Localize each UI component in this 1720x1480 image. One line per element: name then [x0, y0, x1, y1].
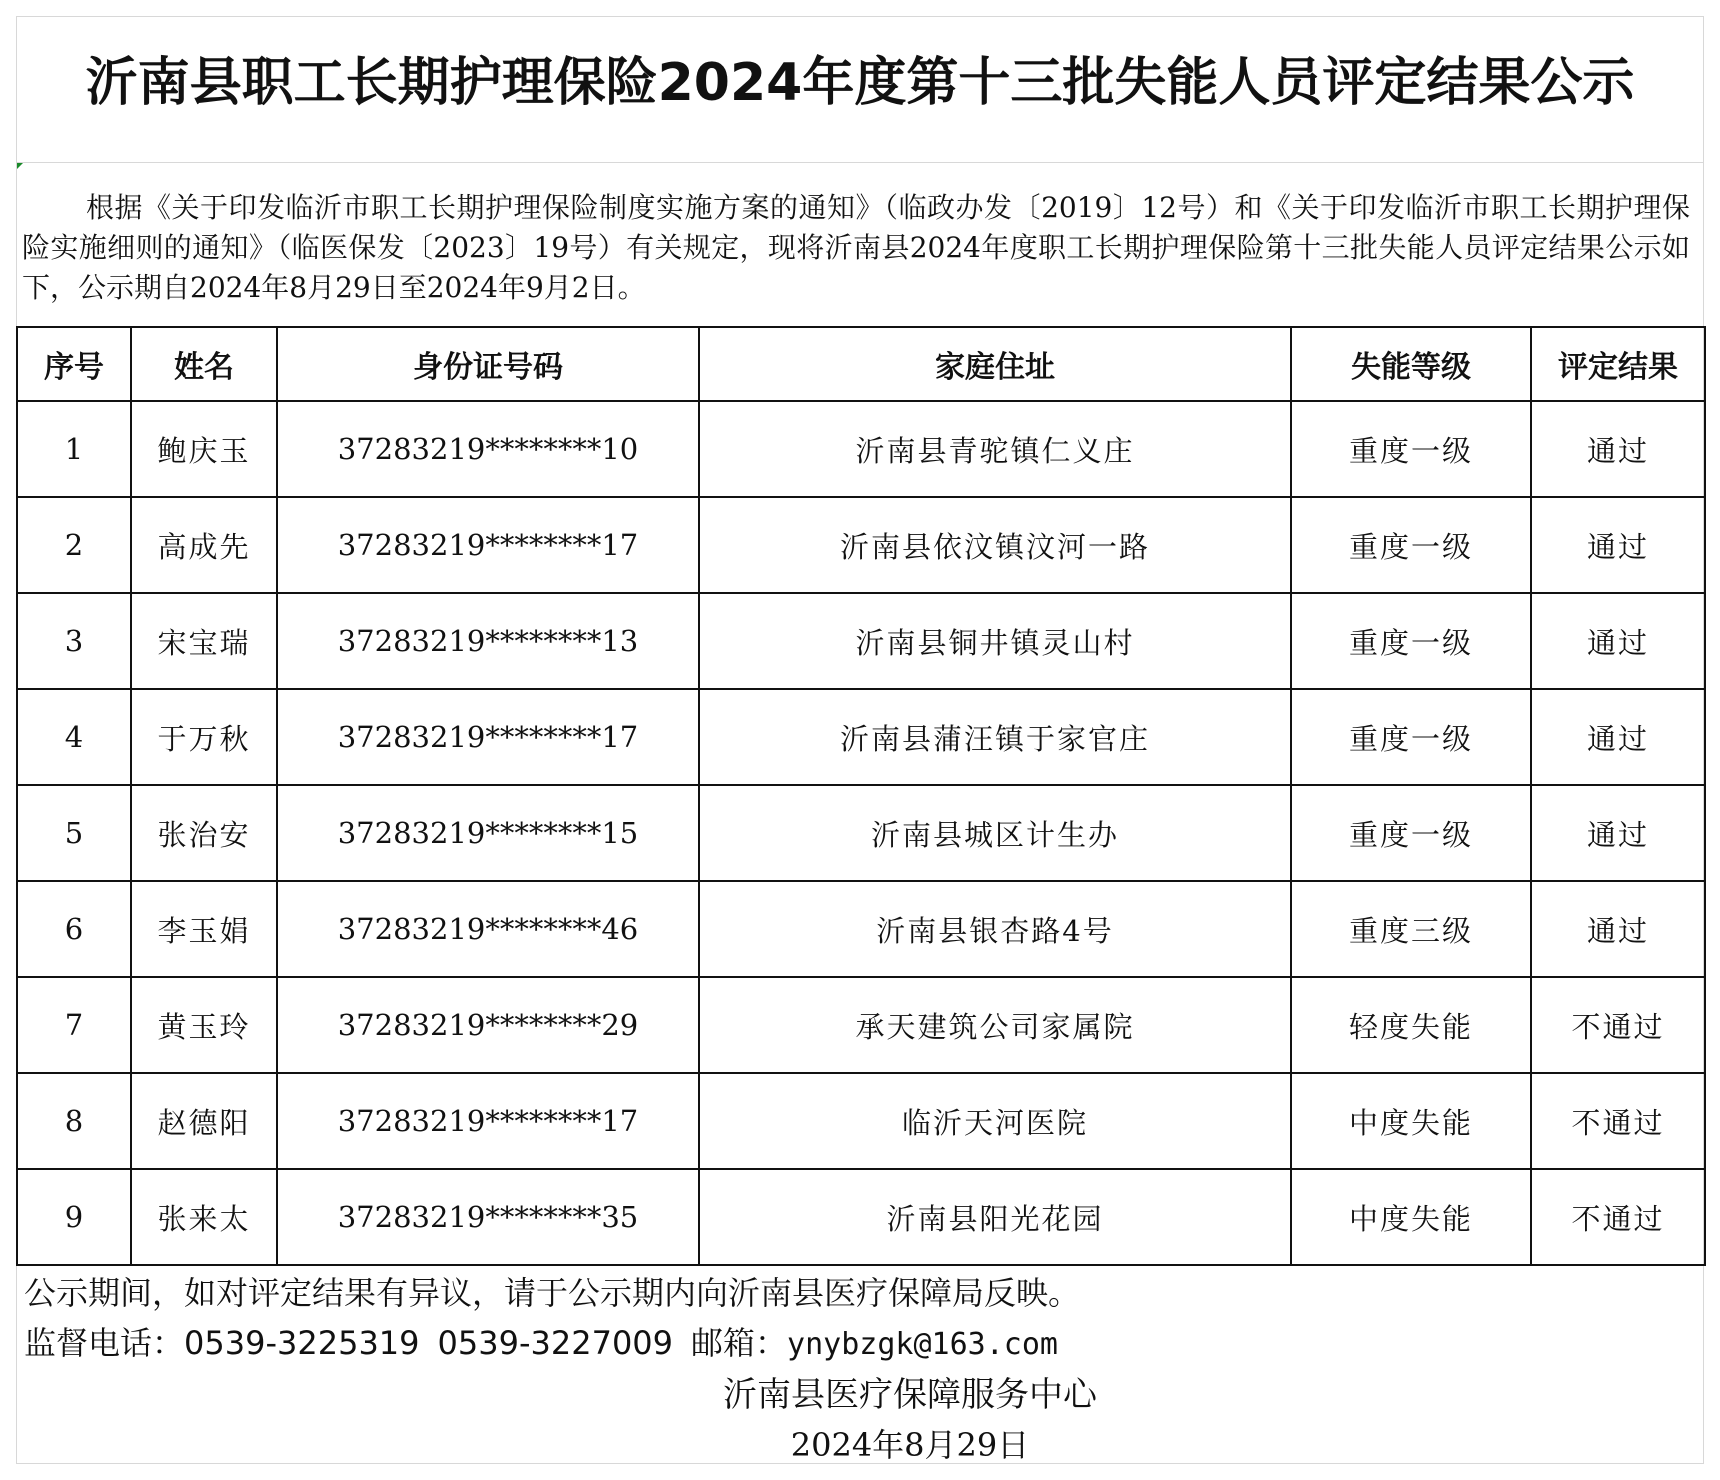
table-row — [17, 1169, 1705, 1265]
cell-id-number: 37283219********15 — [277, 785, 699, 881]
supervision-phone-1: 0539-3225319 — [184, 1324, 420, 1362]
cell-address: 沂南县城区计生办 — [699, 785, 1291, 881]
cell-name: 宋宝瑞 — [131, 593, 277, 689]
cell-disability-level: 重度一级 — [1291, 497, 1531, 593]
cell-seq: 9 — [17, 1169, 131, 1265]
cell-address: 承天建筑公司家属院 — [699, 977, 1291, 1073]
table-row — [17, 593, 1705, 689]
cell-name: 高成先 — [131, 497, 277, 593]
header-id-number: 身份证号码 — [277, 327, 699, 401]
cell-seq: 7 — [17, 977, 131, 1073]
cell-disability-level: 重度一级 — [1291, 593, 1531, 689]
table-row — [17, 881, 1705, 977]
header-result: 评定结果 — [1531, 327, 1705, 401]
cell-result: 不通过 — [1531, 1169, 1705, 1265]
cell-address: 沂南县青驼镇仁义庄 — [699, 401, 1291, 497]
cell-id-number: 37283219********10 — [277, 401, 699, 497]
cell-name: 鲍庆玉 — [131, 401, 277, 497]
cell-address: 沂南县蒲汪镇于家官庄 — [699, 689, 1291, 785]
contact-email: ynybzgk@163.com — [787, 1327, 1058, 1362]
cell-result: 通过 — [1531, 785, 1705, 881]
cell-seq: 4 — [17, 689, 131, 785]
objection-notice: 公示期间，如对评定结果有异议，请于公示期内向沂南县医疗保障局反映。 — [24, 1274, 1081, 1312]
cell-id-number: 37283219********17 — [277, 689, 699, 785]
cell-result: 通过 — [1531, 689, 1705, 785]
supervision-phone-2: 0539-3227009 — [437, 1324, 674, 1362]
table-row — [17, 977, 1705, 1073]
cell-name: 李玉娟 — [131, 881, 277, 977]
table-row — [17, 785, 1705, 881]
contact-line — [24, 1320, 1704, 1368]
cell-disability-level: 重度一级 — [1291, 689, 1531, 785]
cell-id-number: 37283219********35 — [277, 1169, 699, 1265]
cell-corner-marker — [17, 163, 23, 169]
cell-name: 黄玉玲 — [131, 977, 277, 1073]
cell-id-number: 37283219********17 — [277, 1073, 699, 1169]
cell-name: 张治安 — [131, 785, 277, 881]
cell-result: 通过 — [1531, 401, 1705, 497]
cell-disability-level: 重度一级 — [1291, 785, 1531, 881]
cell-id-number: 37283219********13 — [277, 593, 699, 689]
cell-address: 沂南县依汶镇汶河一路 — [699, 497, 1291, 593]
table-row — [17, 497, 1705, 593]
cell-id-number: 37283219********29 — [277, 977, 699, 1073]
cell-result: 不通过 — [1531, 977, 1705, 1073]
cell-address: 沂南县银杏路4号 — [699, 881, 1291, 977]
results-table — [16, 326, 1706, 1266]
cell-disability-level: 中度失能 — [1291, 1169, 1531, 1265]
cell-seq: 3 — [17, 593, 131, 689]
header-address: 家庭住址 — [699, 327, 1291, 401]
cell-seq: 1 — [17, 401, 131, 497]
cell-name: 于万秋 — [131, 689, 277, 785]
cell-result: 不通过 — [1531, 1073, 1705, 1169]
cell-seq: 2 — [17, 497, 131, 593]
cell-disability-level: 轻度失能 — [1291, 977, 1531, 1073]
cell-result: 通过 — [1531, 881, 1705, 977]
cell-name: 张来太 — [131, 1169, 277, 1265]
table-row — [17, 689, 1705, 785]
cell-address: 临沂天河医院 — [699, 1073, 1291, 1169]
table-row — [17, 401, 1705, 497]
table-row — [17, 1073, 1705, 1169]
cell-seq: 6 — [17, 881, 131, 977]
cell-id-number: 37283219********46 — [277, 881, 699, 977]
header-seq: 序号 — [17, 327, 131, 401]
cell-disability-level: 中度失能 — [1291, 1073, 1531, 1169]
table-header-row — [17, 327, 1705, 401]
cell-address: 沂南县阳光花园 — [699, 1169, 1291, 1265]
contact-label: 监督电话： — [24, 1324, 185, 1362]
cell-seq: 5 — [17, 785, 131, 881]
title-divider — [16, 162, 1704, 163]
cell-address: 沂南县铜井镇灵山村 — [699, 593, 1291, 689]
cell-disability-level: 重度三级 — [1291, 881, 1531, 977]
cell-id-number: 37283219********17 — [277, 497, 699, 593]
document-title: 沂南县职工长期护理保险2024年度第十三批失能人员评定结果公示 — [85, 53, 1635, 113]
cell-name: 赵德阳 — [131, 1073, 277, 1169]
intro-paragraph: 根据《关于印发临沂市职工长期护理保险制度实施方案的通知》（临政办发〔2019〕12号）和《关于印发临沂市职工长期护理保险实施细则的通知》（临医保发〔2023〕19号）有关规定，现将沂南县2024年度职工长期护理保险第十三批失能人员评定结果公示如下，公示期自2024年8月29日至2024年9月2日。 — [22, 191, 1690, 304]
issue-date: 2024年8月29日 — [790, 1426, 1030, 1464]
cell-disability-level: 重度一级 — [1291, 401, 1531, 497]
email-label: 邮箱： — [691, 1324, 788, 1362]
cell-result: 通过 — [1531, 593, 1705, 689]
cell-seq: 8 — [17, 1073, 131, 1169]
issuing-organization: 沂南县医疗保障服务中心 — [723, 1375, 1097, 1415]
cell-result: 通过 — [1531, 497, 1705, 593]
header-name: 姓名 — [131, 327, 277, 401]
header-disability-level: 失能等级 — [1291, 327, 1531, 401]
